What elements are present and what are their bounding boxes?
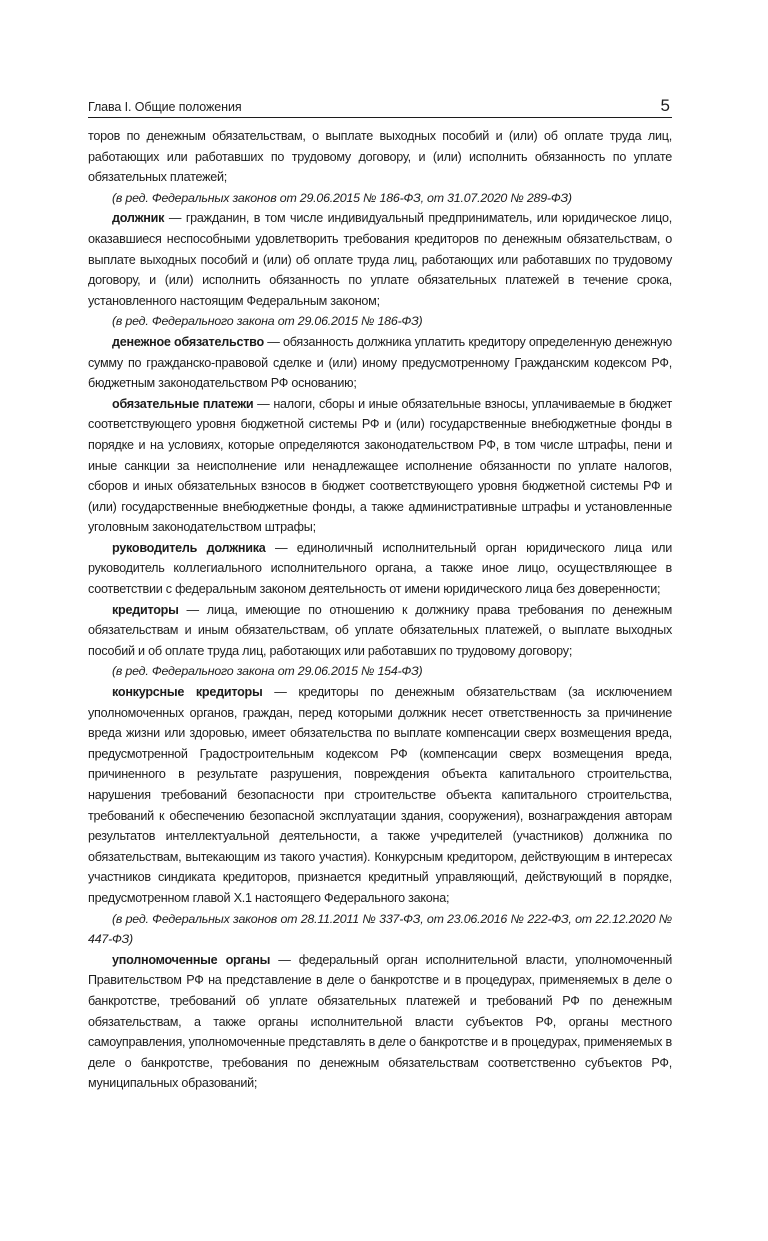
definition-paragraph bbox=[88, 950, 672, 1094]
definition-paragraph bbox=[88, 332, 672, 394]
definition-paragraph bbox=[88, 394, 672, 538]
definition-text: — гражданин, в том числе индивидуальный предприниматель, или юридическое лицо, оказавшиеся неспособными удовлетворить требования кредиторов по денежным обязательствам, о выплате выходных пособий и (или) об оплате труда лиц, работающих или работавших по трудовому договору, и (или) исполнить обязанность по уплате обязательных платежей в течение срока, установленного настоящим Федеральным законом; bbox=[88, 211, 672, 308]
definition-text: — лица, имеющие по отношению к должнику права требования по денежным обязательствам и иным обязательствам, об уплате обязательных платежей, о выплате выходных пособий и об оплате труда лиц, работающих или работавших по трудовому договору; bbox=[88, 602, 672, 658]
document-page bbox=[88, 88, 672, 1094]
defined-term: должник bbox=[112, 211, 165, 226]
definition-text: — единоличный исполнительный орган юридического лица или руководитель коллегиального исполнительного органа, а также иное лицо, осуществляющее в соответствии с федеральным законом деятельность от имени юридического лица без доверенности; bbox=[88, 540, 672, 597]
definition-text: — налоги, сборы и иные обязательные взносы, уплачиваемые в бюджет соответствующего уровня бюджетной системы РФ и (или) государственные внебюджетные фонды в порядке и на условиях, которые определяются законодательством РФ, в том числе штрафы, пени и иные санкции за неисполнение или ненадлежащее исполнение обязанности по уплате налогов, сборов и иных обязательных взносов в бюджет соответствующего уровня бюджетной системы РФ и (или) государственные внебюджетные фонды, а также административные штрафы и установленные уголовным законодательством штрафы; bbox=[88, 396, 672, 535]
defined-term: конкурсные кредиторы bbox=[112, 685, 263, 700]
document-body bbox=[88, 126, 672, 1094]
amendment-note: (в ред. Федеральных законов от 28.11.2011 № 337-ФЗ, от 23.06.2016 № 222-ФЗ, от 22.12.2020 № 447-ФЗ) bbox=[88, 911, 672, 947]
defined-term: обязательные платежи bbox=[112, 396, 254, 411]
paragraph-text: торов по денежным обязательствам, о выплате выходных пособий и (или) об оплате труда лиц, работающих или работавших по трудовому договору, и (или) исполнить обязанность по уплате обязательных платежей; bbox=[88, 129, 672, 185]
definition-paragraph bbox=[88, 682, 672, 909]
defined-term: уполномоченные органы bbox=[112, 952, 271, 967]
amendment-note: (в ред. Федеральных законов от 29.06.2015 № 186-ФЗ, от 31.07.2020 № 289-ФЗ) bbox=[112, 190, 572, 205]
chapter-title: Глава I. Общие положения bbox=[88, 100, 242, 114]
definition-text: — федеральный орган исполнительной власти, уполномоченный Правительством РФ на представление в деле о банкротстве и в процедурах, применяемых в деле о банкротстве, требований об уплате обязательных платежей и требований РФ по денежным обязательствам, а также органы исполнительной власти субъектов РФ, органы местного самоуправления, уполномоченные представлять в деле о банкротстве и в процедурах, применяемых в деле о банкротстве, требования по денежным обязательствам соответственно субъектов РФ, муниципальных образований; bbox=[88, 952, 673, 1091]
definition-paragraph bbox=[88, 538, 672, 600]
defined-term: денежное обязательство bbox=[112, 334, 264, 349]
paragraph bbox=[88, 126, 672, 188]
defined-term: руководитель должника bbox=[112, 540, 266, 555]
running-header bbox=[88, 88, 672, 118]
definition-paragraph bbox=[88, 208, 672, 311]
definition-paragraph bbox=[88, 600, 672, 662]
definition-text: — кредиторы по денежным обязательствам (за исключением уполномоченных органов, граждан, перед которыми должник несет ответственность за причинение вреда жизни или здоровью, имеет обязательства по выплате компенсации сверх возмещения вреда, предусмотренной Градостроительным кодексом РФ (компенсации сверх возмещения вреда, причиненного в результате разрушения, повреждения объекта капитального строительства, нарушения требований безопасности при строительстве объекта капитального строительства, требований к обеспечению безопасной эксплуатации здания, сооружения), вознаграждения авторам результатов интеллектуальной деятельности, а также учредителей (участников) должника по обязательствам, вытекающим из такого участия). Конкурсным кредитором, действующим в интересах участников синдиката кредиторов, признается кредитный управляющий, действующий в порядке, предусмотренном главой X.1 настоящего Федерального закона; bbox=[88, 685, 672, 905]
page-number: 5 bbox=[660, 96, 670, 115]
definition-text: — обязанность должника уплатить кредитору определенную денежную сумму по гражданско-правовой сделке и (или) иному предусмотренному Гражданским кодексом РФ, бюджетным законодательством РФ основанию; bbox=[88, 334, 673, 391]
amendment-note: (в ред. Федерального закона от 29.06.2015 № 154-ФЗ) bbox=[112, 664, 423, 679]
amendment-note: (в ред. Федерального закона от 29.06.2015 № 186-ФЗ) bbox=[112, 314, 423, 329]
defined-term: кредиторы bbox=[112, 602, 179, 617]
